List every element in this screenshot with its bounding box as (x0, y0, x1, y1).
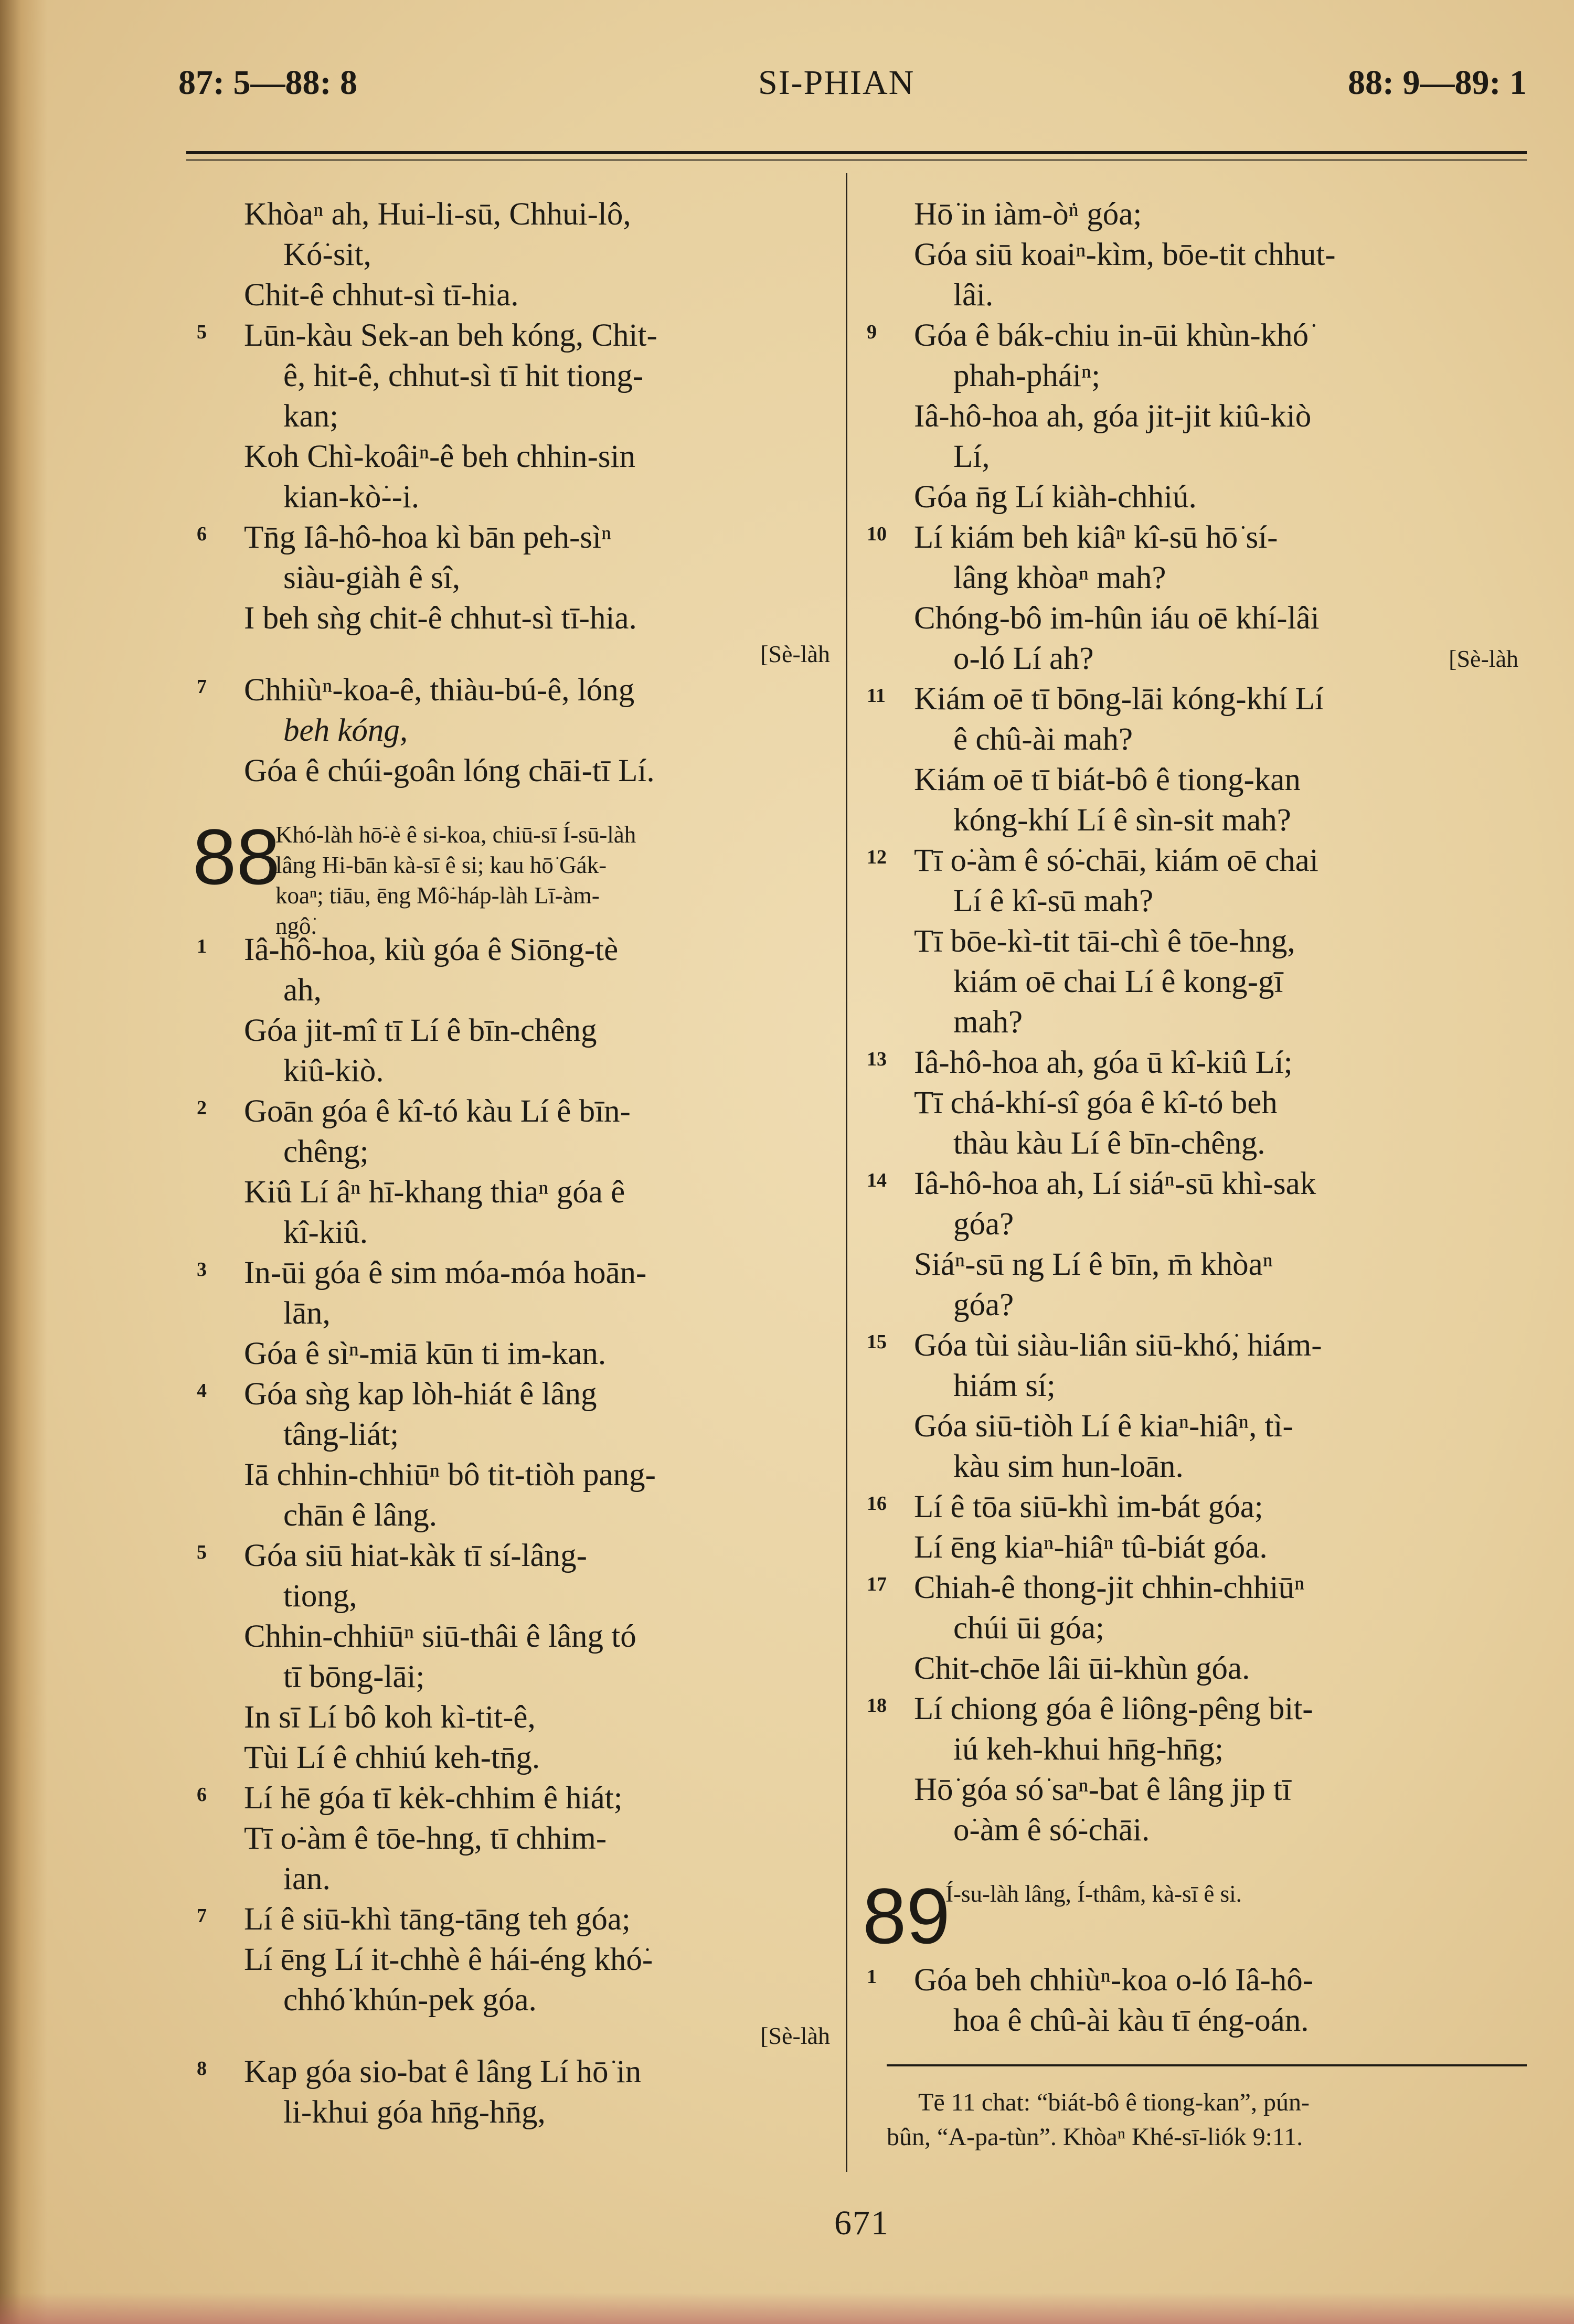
verse-text: phah-pháiⁿ; (953, 358, 1101, 393)
verse-text: kàu sim hun-loān. (953, 1449, 1184, 1484)
verse-line (867, 1366, 1528, 1406)
verse-text: Iā chhin-chhiūⁿ bô tit-tiòh pang- (244, 1457, 656, 1493)
verse-line (867, 719, 1528, 760)
verse-line (197, 396, 839, 436)
verse-text: Iâ-hô-hoa ah, góa jit-jit kiû-kiò (914, 399, 1312, 434)
verse-line (867, 436, 1528, 477)
verse-text: kian-kò͘--i. (283, 479, 420, 515)
verse-text: Chit-chōe lâi ūi-khùn góa. (914, 1651, 1250, 1686)
verse-line (867, 1527, 1528, 1568)
verse-text: chêng; (283, 1134, 369, 1169)
verse-text: Tī o͘-àm ê tōe-hng, tī chhim- (244, 1821, 607, 1856)
verse-line (867, 234, 1528, 275)
binding-gutter-shadow (0, 0, 47, 2324)
verse-text: Tī bōe-kì-tit tāi-chì ê tōe-hng, (914, 924, 1295, 959)
verse-line (867, 315, 1528, 356)
verse-text: Kó͘-sit, (283, 237, 371, 272)
verse-text: tī bōng-lāi; (283, 1659, 425, 1694)
verse-line (197, 2092, 839, 2133)
verse-text: Chóng-bô im-hûn iáu oē khí-lâi (914, 601, 1320, 636)
verse-line (867, 558, 1528, 598)
verse-text: Lūn-kàu Sek-an beh kóng, Chit- (244, 318, 657, 353)
verse-line (197, 517, 839, 558)
verse-text: Khòaⁿ ah, Hui-li-sū, Chhui-lô, (244, 197, 631, 232)
verse-line (867, 921, 1528, 962)
verse-line (197, 1293, 839, 1334)
verse-line (867, 275, 1528, 315)
verse-line (867, 477, 1528, 517)
verse-text: Hō͘ góa só͘ saⁿ-bat ê lâng jip tī (914, 1772, 1291, 1807)
verse-text: Chhiùⁿ-koa-ê, thiàu-bú-ê, lóng (244, 673, 635, 708)
verse-number: 10 (867, 523, 887, 545)
verse-line (197, 436, 839, 477)
verse-line (197, 234, 839, 275)
verse-text: Góa n̄g Lí kiàh-chhiú. (914, 479, 1197, 515)
verse-line (867, 1608, 1528, 1648)
verse-text: lâi. (953, 278, 994, 313)
verse-line (867, 1406, 1528, 1446)
verse-text: Goān góa ê kî-tó kàu Lí ê bīn- (244, 1094, 631, 1129)
verse-text: Góa jit-mî tī Lí ê bīn-chêng (244, 1013, 597, 1048)
verse-text: o-ló Lí ah? (953, 641, 1094, 676)
verse-line (867, 1164, 1528, 1204)
verse-text: Hō͘ in iàm-ò͘ⁿ góa; (914, 197, 1142, 232)
verse-text: ian. (283, 1861, 331, 1896)
verse-line (197, 558, 839, 598)
verse-line (867, 1810, 1528, 1850)
verse-text: Góa ê sìⁿ-miā kūn ti im-kan. (244, 1336, 607, 1371)
verse-line (197, 1455, 839, 1495)
verse-text: kiám oē chai Lí ê kong-gī (953, 964, 1283, 999)
verse-text: lān, (283, 1296, 331, 1331)
verse-line (197, 356, 839, 396)
superscription-line: lâng Hi-bān kà-sī ê si; kau hō͘ Gák- (275, 852, 607, 878)
page-number: 671 (834, 2204, 889, 2242)
verse-text: Lí chiong góa ê liông-pêng bit- (914, 1691, 1313, 1726)
verse-number: 17 (867, 1573, 887, 1595)
header-book-title: SI-PHIAN (758, 63, 915, 102)
verse-text: hiám sí; (953, 1368, 1056, 1403)
verse-text: kan; (283, 399, 339, 434)
verse-line (197, 477, 839, 517)
verse-text: Tī chá-khí-sî góa ê kî-tó beh (914, 1085, 1278, 1121)
footnote-line-2: bûn, “A-pa-tùn”. Khòaⁿ Khé-sī-liók 9:11. (887, 2123, 1303, 2151)
verse-line (867, 1960, 1528, 2000)
verse-text: Lí ê tōa siū-khì im-bát góa; (914, 1489, 1263, 1525)
verse-number: 6 (197, 523, 207, 545)
verse-text: Góa ê chúi-goân lóng chāi-tī Lí. (244, 753, 655, 788)
verse-text: kî-kiû. (283, 1215, 368, 1250)
verse-text: lâng khòaⁿ mah? (953, 560, 1166, 595)
verse-text: siàu-giàh ê sî, (283, 560, 461, 595)
left-column (193, 194, 839, 2133)
superscription-line: koaⁿ; tiāu, ēng Mô͘-háp-làh Lī-àm- (275, 882, 600, 909)
verse-line (197, 670, 839, 710)
verse-line (867, 840, 1528, 881)
verse-line (867, 1083, 1528, 1123)
verse-line (867, 1446, 1528, 1487)
verse-text: Góa sǹg kap lòh-hiát ê lâng (244, 1377, 597, 1412)
verse-text: Góa tùi siàu-liân siū-khó͘, hiám- (914, 1328, 1322, 1363)
verse-text: Lí ê kî-sū mah? (953, 883, 1154, 919)
verse-line (197, 1737, 839, 1778)
verse-line (197, 194, 839, 234)
verse-text: ah, (283, 973, 322, 1008)
verse-text: Iâ-hô-hoa ah, Lí siáⁿ-sū khì-sak (914, 1166, 1316, 1201)
psalm-superscription (275, 819, 636, 941)
verse-text: ê chû-ài mah? (953, 722, 1133, 757)
selah-marker: [Sè-làh (760, 2022, 830, 2049)
verse-line (197, 751, 839, 791)
verse-text: chhó͘ khún-pek góa. (283, 1982, 537, 2018)
verse-line (867, 1325, 1528, 1366)
psalm-superscription (945, 1879, 1242, 1909)
verse-text: Chhin-chhiūⁿ siū-thâi ê lâng tó (244, 1619, 636, 1654)
verse-number: 18 (867, 1694, 887, 1717)
verse-line (197, 1212, 839, 1253)
verse-line (197, 1091, 839, 1132)
verse-number: 5 (197, 321, 207, 343)
psalm-number: 88 (193, 813, 280, 901)
verse-line (867, 800, 1528, 840)
verse-text: Lí, (953, 439, 990, 474)
verse-text: góa? (953, 1207, 1014, 1242)
verse-number: 2 (197, 1097, 207, 1119)
verse-text: kiû-kiò. (283, 1053, 384, 1089)
verse-text: Góa ê bák-chiu in-ūi khùn-khó͘ (914, 318, 1309, 353)
verse-text: Góa siū-tiòh Lí ê kiaⁿ-hiâⁿ, tì- (914, 1409, 1293, 1444)
verse-number: 9 (867, 321, 877, 343)
verse-text: o͘-àm ê só͘-chāi. (953, 1813, 1150, 1848)
verse-text: góa? (953, 1287, 1014, 1323)
verse-line (867, 1648, 1528, 1689)
verse-text: Tn̄g Iâ-hô-hoa kì bān peh-sìⁿ (244, 520, 612, 555)
verse-text: I beh sǹg chit-ê chhut-sì tī-hia. (244, 601, 637, 636)
verse-text: Kap góa sio-bat ê lâng Lí hō͘ in (244, 2054, 642, 2090)
verse-line (867, 1002, 1528, 1042)
verse-text: Góa beh chhiùⁿ-koa o-ló Iâ-hô- (914, 1963, 1314, 1998)
header-range-left: 87: 5—88: 8 (178, 63, 357, 102)
verse-text: Lí kiám beh kiâⁿ kî-sū hō͘ sí- (914, 520, 1278, 555)
verse-line (197, 1132, 839, 1172)
verse-text: Tùi Lí ê chhiú keh-tn̄g. (244, 1740, 540, 1775)
verse-line (197, 1495, 839, 1536)
verse-line (197, 1010, 839, 1051)
verse-line (867, 1729, 1528, 1769)
verse-number: 7 (197, 1905, 207, 1927)
verse-text: Kiám oē tī bōng-lāi kóng-khí Lí (914, 681, 1324, 717)
superscription-line: Í-su-làh lâng, Í-thâm, kà-sī ê si. (945, 1881, 1242, 1907)
verse-line (867, 1285, 1528, 1325)
verse-line (197, 970, 839, 1010)
verse-number: 3 (197, 1259, 207, 1281)
verse-line (197, 1172, 839, 1212)
verse-line (197, 1334, 839, 1374)
verse-line (197, 930, 839, 970)
verse-line (197, 1939, 839, 1980)
verse-number: 7 (197, 676, 207, 698)
verse-number: 13 (867, 1048, 887, 1070)
verse-line (197, 1253, 839, 1293)
verse-text: thàu kàu Lí ê bīn-chêng. (953, 1126, 1265, 1161)
verse-line (867, 598, 1528, 638)
verse-text: Góa siū hiat-kàk tī sí-lâng- (244, 1538, 587, 1573)
verse-line (197, 1818, 839, 1859)
verse-text: beh kóng, (283, 713, 408, 748)
verse-text: Tī o͘-àm ê só͘-chāi, kiám oē chai (914, 843, 1318, 878)
verse-line (197, 1697, 839, 1737)
verse-line (867, 517, 1528, 558)
psalm-heading (863, 1872, 1528, 1960)
verse-text: In sī Lí bô koh kì-tit-ê, (244, 1700, 536, 1735)
verse-line (867, 1244, 1528, 1285)
header-range-right: 88: 9—89: 1 (1348, 63, 1527, 102)
verse-line (197, 1859, 839, 1899)
right-column (863, 194, 1528, 2041)
verse-text: chān ê lâng. (283, 1498, 437, 1533)
verse-text: Iâ-hô-hoa, kiù góa ê Siōng-tè (244, 932, 619, 967)
verse-text: Kiû Lí âⁿ hī-khang thiaⁿ góa ê (244, 1175, 625, 1210)
verse-text: hoa ê chû-ài kàu tī éng-oán. (953, 2003, 1309, 2038)
verse-line (867, 1487, 1528, 1527)
verse-line (867, 2000, 1528, 2041)
verse-text: Kiám oē tī biát-bô ê tiong-kan (914, 762, 1301, 797)
verse-line (197, 275, 839, 315)
verse-text: iú keh-khui hn̄g-hn̄g; (953, 1732, 1224, 1767)
verse-line (867, 760, 1528, 800)
verse-line (197, 1778, 839, 1818)
superscription-line: ngô͘. (275, 913, 317, 939)
verse-text: In-ūi góa ê sim móa-móa hoān- (244, 1255, 647, 1291)
verse-text: Siáⁿ-sū ng Lí ê bīn, m̄ khòaⁿ (914, 1247, 1273, 1282)
running-header (178, 63, 1527, 105)
verse-number: 8 (197, 2058, 207, 2080)
verse-line (197, 1657, 839, 1697)
verse-number: 6 (197, 1784, 207, 1806)
verse-line (197, 1899, 839, 1939)
verse-number: 14 (867, 1169, 887, 1191)
verse-text: Iâ-hô-hoa ah, góa ū kî-kiû Lí; (914, 1045, 1293, 1080)
verse-number: 4 (197, 1380, 207, 1402)
psalm-number: 89 (863, 1872, 950, 1960)
verse-line (197, 710, 839, 751)
verse-line (197, 1980, 839, 2020)
verse-number: 1 (197, 935, 207, 957)
verse-number: 16 (867, 1493, 887, 1515)
superscription-line: Khó-làh hō͘-è ê si-koa, chiū-sī Í-sū-làh (275, 822, 636, 848)
verse-line (867, 1204, 1528, 1244)
verse-text: li-khui góa hn̄g-hn̄g, (283, 2095, 546, 2130)
verse-line (197, 1616, 839, 1657)
verse-number: 11 (867, 685, 886, 707)
verse-text: Lí ê siū-khì tāng-tāng teh góa; (244, 1902, 631, 1937)
verse-line (867, 356, 1528, 396)
verse-text: tiong, (283, 1579, 357, 1614)
verse-line (197, 1051, 839, 1091)
verse-line (867, 1123, 1528, 1164)
verse-line (867, 679, 1528, 719)
footnote-line-1: Tē 11 chat: “biát-bô ê tiong-kan”, pún- (918, 2088, 1310, 2116)
verse-number: 5 (197, 1541, 207, 1563)
column-divider (846, 173, 847, 2172)
verse-line (197, 1374, 839, 1414)
verse-text: Góa siū koaiⁿ-kìm, bōe-tit chhut- (914, 237, 1336, 272)
verse-line (197, 315, 839, 356)
verse-text: ê, hit-ê, chhut-sì tī hit tiong- (283, 358, 644, 393)
verse-number: 12 (867, 846, 887, 868)
verse-line (197, 2052, 839, 2092)
verse-line (197, 598, 839, 638)
verse-line (197, 1414, 839, 1455)
verse-text: tâng-liát; (283, 1417, 399, 1452)
verse-line (867, 1568, 1528, 1608)
verse-line (867, 194, 1528, 234)
verse-text: kóng-khí Lí ê sìn-sit mah? (953, 803, 1291, 838)
verse-text: chúi ūi góa; (953, 1611, 1104, 1646)
footnote (887, 2085, 1527, 2155)
verse-text: Koh Chì-koâiⁿ-ê beh chhin-sin (244, 439, 635, 474)
verse-number: 15 (867, 1331, 887, 1353)
header-rule-thick (186, 151, 1527, 154)
verse-text: Lí ēng Lí it-chhè ê hái-éng khó͘- (244, 1942, 653, 1977)
selah-marker: [Sè-làh (1449, 645, 1518, 672)
verse-line (867, 881, 1528, 921)
verse-text: Chit-ê chhut-sì tī-hia. (244, 278, 519, 313)
header-rule-thin (186, 159, 1527, 161)
selah-marker: [Sè-làh (760, 641, 830, 667)
verse-line (867, 396, 1528, 436)
verse-line (197, 1536, 839, 1576)
verse-line (867, 1042, 1528, 1083)
verse-line (197, 1576, 839, 1616)
verse-text: Lí ēng kiaⁿ-hiâⁿ tû-biát góa. (914, 1530, 1268, 1565)
verse-text: mah? (953, 1005, 1023, 1040)
verse-line (867, 962, 1528, 1002)
psalm-heading (193, 813, 839, 939)
verse-line (867, 1689, 1528, 1729)
page-edge-stain (0, 2293, 1574, 2324)
verse-text: Lí hē góa tī kėk-chhim ê hiát; (244, 1781, 623, 1816)
verse-number: 1 (867, 1966, 877, 1988)
verse-line (867, 638, 1528, 679)
verse-text: Chiah-ê thong-jit chhin-chhiūⁿ (914, 1570, 1305, 1605)
footnote-rule (887, 2064, 1527, 2066)
verse-line (867, 1769, 1528, 1810)
